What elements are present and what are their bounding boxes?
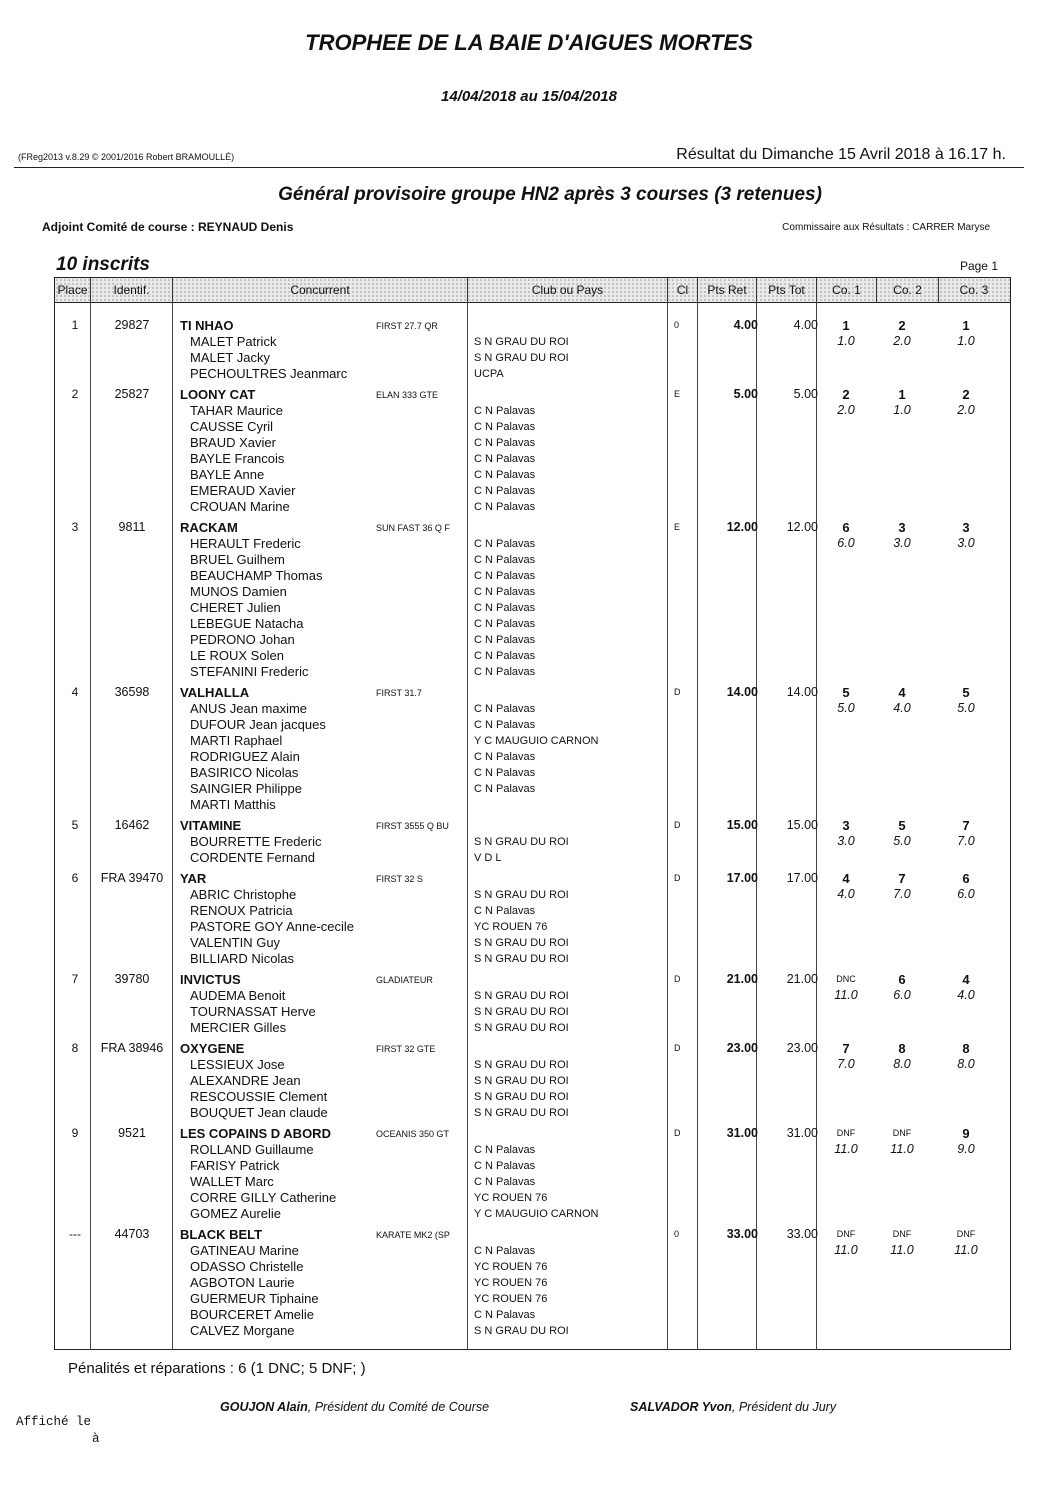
president-name: GOUJON Alain	[220, 1400, 308, 1414]
col-divider	[667, 301, 668, 1350]
crew-club: YC ROUEN 76	[474, 1261, 548, 1273]
crew-member-name: MUNOS Damien	[190, 584, 287, 599]
race-score-cell: 6.0	[957, 887, 975, 901]
race-score-cell: 11.0	[834, 1243, 858, 1257]
crew-club: S N GRAU DU ROI	[474, 953, 569, 965]
crew-member-name: PEDRONO Johan	[190, 632, 295, 647]
race-place-cell: 6	[898, 972, 906, 987]
crew-member-name: ANUS Jean maxime	[190, 701, 308, 716]
adjoint-comite: Adjoint Comité de course : REYNAUD Denis	[42, 220, 294, 234]
crew-member-name: BRAUD Xavier	[190, 435, 276, 450]
place-cell: ---	[69, 1227, 81, 1241]
col-header-pts-ret: Pts Ret	[698, 278, 757, 302]
col-header-co1: Co. 1	[817, 278, 877, 302]
race-score-cell: 9.0	[957, 1142, 975, 1156]
place-cell: 1	[71, 318, 79, 332]
boat-model: FIRST 27.7 QR	[376, 321, 438, 331]
boat-model: SUN FAST 36 Q F	[376, 523, 450, 533]
crew-member-name: DUFOUR Jean jacques	[190, 717, 326, 732]
points-retained-cell: 15.00	[726, 818, 758, 832]
points-retained-cell: 5.00	[733, 387, 758, 401]
crew-club: C N Palavas	[474, 586, 536, 598]
race-committee-president	[220, 1400, 489, 1414]
crew-club: YC ROUEN 76	[474, 1277, 548, 1289]
col-header-pts-tot: Pts Tot	[757, 278, 817, 302]
race-place-cell: 4	[898, 685, 906, 700]
crew-club: C N Palavas	[474, 453, 536, 465]
class-cell: D	[674, 873, 681, 883]
points-retained-cell: 21.00	[726, 972, 758, 986]
crew-member-name: AUDEMA Benoit	[190, 988, 286, 1003]
crew-member-name: LE ROUX Solen	[190, 648, 284, 663]
crew-member-name: MARTI Matthis	[190, 797, 276, 812]
crew-club: C N Palavas	[474, 405, 536, 417]
boat-name: OXYGENE	[180, 1041, 245, 1056]
race-score-cell: 1.0	[893, 403, 911, 417]
race-score-cell: 2.0	[957, 403, 975, 417]
crew-club: C N Palavas	[474, 666, 536, 678]
crew-club: C N Palavas	[474, 501, 536, 513]
crew-club: S N GRAU DU ROI	[474, 336, 569, 348]
crew-member-name: LEBEGUE Natacha	[190, 616, 304, 631]
col-divider	[697, 301, 698, 1350]
race-place-cell: 8	[898, 1041, 906, 1056]
points-retained-cell: 4.00	[733, 318, 758, 332]
crew-member-name: GATINEAU Marine	[190, 1243, 299, 1258]
crew-club: C N Palavas	[474, 767, 536, 779]
place-cell: 8	[71, 1041, 79, 1055]
race-score-cell: 11.0	[954, 1243, 978, 1257]
points-retained-cell: 14.00	[726, 685, 758, 699]
race-place-cell: 1	[842, 318, 850, 333]
race-score-cell: 7.0	[893, 887, 911, 901]
crew-club: S N GRAU DU ROI	[474, 352, 569, 364]
race-place-cell: 6	[962, 871, 970, 886]
crew-club: YC ROUEN 76	[474, 921, 548, 933]
crew-member-name: EMERAUD Xavier	[190, 483, 296, 498]
race-place-cell: 1	[898, 387, 906, 402]
col-header-cl: Cl	[668, 278, 698, 302]
class-cell: E	[674, 522, 681, 532]
crew-club: S N GRAU DU ROI	[474, 1107, 569, 1119]
boat-model: ELAN 333 GTE	[376, 390, 439, 400]
posted-at-label: à	[92, 1432, 100, 1446]
boat-model: OCEANIS 350 GT	[376, 1129, 450, 1139]
points-total-cell: 31.00	[786, 1126, 818, 1140]
inscrits-count: 10 inscrits	[56, 254, 150, 275]
crew-club: S N GRAU DU ROI	[474, 1091, 569, 1103]
crew-club: C N Palavas	[474, 783, 536, 795]
crew-member-name: GUERMEUR Tiphaine	[190, 1291, 319, 1306]
jury-role: , Président du Jury	[731, 1400, 837, 1414]
crew-club: C N Palavas	[474, 1309, 536, 1321]
race-score-cell: 11.0	[834, 988, 858, 1002]
crew-club: C N Palavas	[474, 751, 536, 763]
crew-club: C N Palavas	[474, 437, 536, 449]
col-header-club: Club ou Pays	[468, 278, 668, 302]
race-score-cell: 5.0	[957, 701, 975, 715]
race-score-cell: 1.0	[957, 334, 975, 348]
crew-club: C N Palavas	[474, 650, 536, 662]
points-total-cell: 14.00	[786, 685, 818, 699]
race-score-cell: 8.0	[957, 1057, 975, 1071]
crew-member-name: AGBOTON Laurie	[190, 1275, 295, 1290]
crew-member-name: MALET Patrick	[190, 334, 277, 349]
race-score-cell: 5.0	[893, 834, 911, 848]
crew-member-name: BILLIARD Nicolas	[190, 951, 295, 966]
boat-model: FIRST 32 S	[376, 874, 423, 884]
result-timestamp: Résultat du Dimanche 15 Avril 2018 à 16.17 h.	[676, 146, 1006, 163]
points-total-cell: 21.00	[786, 972, 818, 986]
crew-member-name: BEAUCHAMP Thomas	[190, 568, 323, 583]
crew-club: C N Palavas	[474, 421, 536, 433]
class-cell: D	[674, 687, 681, 697]
race-place-cell: 2	[898, 318, 906, 333]
race-score-cell: 5.0	[837, 701, 855, 715]
col-header-concurrent: Concurrent	[173, 278, 468, 302]
points-retained-cell: 12.00	[726, 520, 758, 534]
place-cell: 4	[71, 685, 79, 699]
crew-club: Y C MAUGUIO CARNON	[474, 1208, 599, 1220]
crew-member-name: BAYLE Francois	[190, 451, 285, 466]
penalties-summary: Pénalités et réparations : 6 (1 DNC; 5 DNF; )	[68, 1360, 366, 1377]
race-score-cell: 1.0	[837, 334, 855, 348]
crew-member-name: MERCIER Gilles	[190, 1020, 287, 1035]
crew-member-name: ALEXANDRE Jean	[190, 1073, 301, 1088]
jury-name: SALVADOR Yvon	[630, 1400, 732, 1414]
points-total-cell: 17.00	[786, 871, 818, 885]
crew-club: S N GRAU DU ROI	[474, 1075, 569, 1087]
crew-member-name: STEFANINI Frederic	[190, 664, 309, 679]
col-header-co2: Co. 2	[877, 278, 939, 302]
event-dates: 14/04/2018 au 15/04/2018	[441, 88, 617, 105]
points-total-cell: 5.00	[793, 387, 818, 401]
crew-member-name: BOUQUET Jean claude	[190, 1105, 328, 1120]
race-score-cell: 7.0	[957, 834, 975, 848]
race-place-cell: DNF	[956, 1229, 976, 1239]
race-place-cell: DNF	[836, 1229, 856, 1239]
sail-number-cell: 36598	[114, 685, 150, 699]
crew-club: C N Palavas	[474, 1144, 536, 1156]
crew-member-name: ROLLAND Guillaume	[190, 1142, 314, 1157]
points-total-cell: 12.00	[786, 520, 818, 534]
sail-number-cell: 25827	[114, 387, 150, 401]
boat-model: GLADIATEUR	[376, 975, 433, 985]
crew-member-name: PECHOULTRES Jeanmarc	[190, 366, 348, 381]
race-place-cell: 5	[842, 685, 850, 700]
crew-club: S N GRAU DU ROI	[474, 836, 569, 848]
crew-club: C N Palavas	[474, 570, 536, 582]
boat-name: INVICTUS	[180, 972, 241, 987]
boat-name: LOONY CAT	[180, 387, 256, 402]
page-number: Page 1	[959, 259, 998, 273]
sail-number-cell: 39780	[114, 972, 150, 986]
crew-member-name: SAINGIER Philippe	[190, 781, 302, 796]
jury-president	[630, 1400, 836, 1414]
software-credit: (FReg2013 v.8.29 © 2001/2016 Robert BRAMOULLÉ)	[18, 152, 235, 162]
class-cell: D	[674, 1128, 681, 1138]
race-place-cell: 4	[842, 871, 850, 886]
crew-member-name: BOURRETTE Frederic	[190, 834, 322, 849]
race-score-cell: 3.0	[837, 834, 855, 848]
sail-number-cell: 16462	[114, 818, 150, 832]
col-header-place: Place	[55, 278, 91, 302]
crew-member-name: WALLET Marc	[190, 1174, 274, 1189]
race-place-cell: 3	[962, 520, 970, 535]
race-place-cell: 1	[962, 318, 970, 333]
points-total-cell: 23.00	[786, 1041, 818, 1055]
crew-club: S N GRAU DU ROI	[474, 1022, 569, 1034]
crew-member-name: RESCOUSSIE Clement	[190, 1089, 328, 1104]
crew-member-name: RODRIGUEZ Alain	[190, 749, 300, 764]
crew-member-name: RENOUX Patricia	[190, 903, 293, 918]
crew-member-name: TAHAR Maurice	[190, 403, 283, 418]
race-place-cell: 5	[898, 818, 906, 833]
race-score-cell: 11.0	[890, 1243, 914, 1257]
col-divider	[467, 301, 468, 1350]
race-score-cell: 2.0	[837, 403, 855, 417]
class-cell: D	[674, 974, 681, 984]
boat-name: YAR	[180, 871, 207, 886]
place-cell: 5	[71, 818, 79, 832]
crew-club: C N Palavas	[474, 618, 536, 630]
place-cell: 7	[71, 972, 79, 986]
boat-name: VITAMINE	[180, 818, 242, 833]
points-retained-cell: 17.00	[726, 871, 758, 885]
race-place-cell: 2	[842, 387, 850, 402]
crew-member-name: LESSIEUX Jose	[190, 1057, 285, 1072]
sail-number-cell: FRA 39470	[100, 871, 164, 885]
race-place-cell: 2	[962, 387, 970, 402]
boat-name: TI NHAO	[180, 318, 234, 333]
crew-club: S N GRAU DU ROI	[474, 990, 569, 1002]
crew-member-name: MALET Jacky	[190, 350, 270, 365]
points-total-cell: 4.00	[793, 318, 818, 332]
crew-club: UCPA	[474, 368, 504, 380]
crew-member-name: GOMEZ Aurelie	[190, 1206, 282, 1221]
sail-number-cell: 9521	[118, 1126, 146, 1140]
crew-club: Y C MAUGUIO CARNON	[474, 735, 599, 747]
crew-club: C N Palavas	[474, 1160, 536, 1172]
place-cell: 9	[71, 1126, 79, 1140]
race-score-cell: 7.0	[837, 1057, 855, 1071]
crew-club: S N GRAU DU ROI	[474, 1006, 569, 1018]
race-score-cell: 11.0	[890, 1142, 914, 1156]
crew-member-name: PASTORE GOY Anne-cecile	[190, 919, 355, 934]
crew-club: C N Palavas	[474, 469, 536, 481]
points-total-cell: 15.00	[786, 818, 818, 832]
race-place-cell: 5	[962, 685, 970, 700]
crew-club: C N Palavas	[474, 703, 536, 715]
crew-member-name: CORDENTE Fernand	[190, 850, 315, 865]
boat-model: FIRST 32 GTE	[376, 1044, 436, 1054]
race-score-cell: 4.0	[957, 988, 975, 1002]
crew-member-name: BAYLE Anne	[190, 467, 265, 482]
crew-club: C N Palavas	[474, 1245, 536, 1257]
race-score-cell: 8.0	[893, 1057, 911, 1071]
boat-name: LES COPAINS D ABORD	[180, 1126, 331, 1141]
points-retained-cell: 31.00	[726, 1126, 758, 1140]
president-role: , Président du Comité de Course	[307, 1400, 490, 1414]
race-score-cell: 6.0	[893, 988, 911, 1002]
boat-name: RACKAM	[180, 520, 238, 535]
crew-member-name: TOURNASSAT Herve	[190, 1004, 316, 1019]
crew-member-name: ODASSO Christelle	[190, 1259, 304, 1274]
crew-club: C N Palavas	[474, 1176, 536, 1188]
sail-number-cell: 29827	[114, 318, 150, 332]
crew-member-name: HERAULT Frederic	[190, 536, 301, 551]
class-cell: D	[674, 820, 681, 830]
boat-name: BLACK BELT	[180, 1227, 263, 1242]
race-place-cell: 3	[842, 818, 850, 833]
race-place-cell: 7	[962, 818, 970, 833]
sail-number-cell: 44703	[114, 1227, 150, 1241]
crew-member-name: MARTI Raphael	[190, 733, 283, 748]
race-place-cell: DNC	[836, 974, 856, 984]
crew-club: S N GRAU DU ROI	[474, 937, 569, 949]
boat-model: FIRST 31.7	[376, 688, 422, 698]
race-score-cell: 3.0	[893, 536, 911, 550]
race-place-cell: 3	[898, 520, 906, 535]
crew-club: C N Palavas	[474, 719, 536, 731]
crew-club: S N GRAU DU ROI	[474, 1059, 569, 1071]
ranking-subtitle: Général provisoire groupe HN2 après 3 courses (3 retenues)	[278, 184, 822, 205]
crew-club: YC ROUEN 76	[474, 1293, 548, 1305]
crew-member-name: FARISY Patrick	[190, 1158, 280, 1173]
race-score-cell: 6.0	[837, 536, 855, 550]
points-retained-cell: 23.00	[726, 1041, 758, 1055]
crew-club: C N Palavas	[474, 905, 536, 917]
sail-number-cell: FRA 38946	[100, 1041, 164, 1055]
crew-club: C N Palavas	[474, 554, 536, 566]
race-place-cell: DNF	[892, 1229, 912, 1239]
crew-club: C N Palavas	[474, 634, 536, 646]
race-place-cell: 8	[962, 1041, 970, 1056]
boat-name: VALHALLA	[180, 685, 250, 700]
place-cell: 6	[71, 871, 79, 885]
race-score-cell: 4.0	[893, 701, 911, 715]
crew-club: C N Palavas	[474, 538, 536, 550]
crew-club: V D L	[474, 852, 502, 864]
class-cell: D	[674, 1043, 681, 1053]
race-place-cell: 4	[962, 972, 970, 987]
class-cell: 0	[674, 1229, 680, 1239]
race-place-cell: 7	[842, 1041, 850, 1056]
race-score-cell: 11.0	[834, 1142, 858, 1156]
boat-model: KARATE MK2 (SP	[376, 1230, 450, 1240]
crew-club: C N Palavas	[474, 602, 536, 614]
race-place-cell: DNF	[836, 1128, 856, 1138]
race-place-cell: 7	[898, 871, 906, 886]
crew-club: S N GRAU DU ROI	[474, 1325, 569, 1337]
class-cell: E	[674, 389, 681, 399]
crew-member-name: BASIRICO Nicolas	[190, 765, 299, 780]
race-place-cell: DNF	[892, 1128, 912, 1138]
crew-club: YC ROUEN 76	[474, 1192, 548, 1204]
place-cell: 3	[71, 520, 79, 534]
race-score-cell: 2.0	[893, 334, 911, 348]
document-title: TROPHEE DE LA BAIE D'AIGUES MORTES	[305, 30, 753, 55]
boat-model: FIRST 3555 Q BU	[376, 821, 449, 831]
results-table-header	[54, 277, 1011, 303]
crew-member-name: BRUEL Guilhem	[190, 552, 285, 567]
header-rule	[14, 167, 1024, 168]
race-place-cell: 9	[962, 1126, 970, 1141]
points-retained-cell: 33.00	[726, 1227, 758, 1241]
crew-member-name: BOURCERET Amelie	[190, 1307, 315, 1322]
col-divider	[172, 301, 173, 1350]
crew-member-name: CHERET Julien	[190, 600, 281, 615]
race-score-cell: 4.0	[837, 887, 855, 901]
place-cell: 2	[71, 387, 79, 401]
crew-member-name: CROUAN Marine	[190, 499, 290, 514]
col-header-co3: Co. 3	[959, 283, 989, 297]
crew-member-name: ABRIC Christophe	[190, 887, 297, 902]
commissaire-resultats: Commissaire aux Résultats : CARRER Maryse	[782, 222, 990, 233]
class-cell: 0	[674, 320, 680, 330]
crew-club: C N Palavas	[474, 485, 536, 497]
sail-number-cell: 9811	[118, 520, 146, 534]
crew-club: S N GRAU DU ROI	[474, 889, 569, 901]
crew-member-name: CALVEZ Morgane	[190, 1323, 295, 1338]
crew-member-name: CAUSSE Cyril	[190, 419, 274, 434]
race-place-cell: 6	[842, 520, 850, 535]
crew-member-name: CORRE GILLY Catherine	[190, 1190, 337, 1205]
race-score-cell: 3.0	[957, 536, 975, 550]
crew-member-name: VALENTIN Guy	[190, 935, 281, 950]
col-header-identif: Identif.	[91, 278, 173, 302]
posted-label: Affiché le	[16, 1415, 92, 1429]
points-total-cell: 33.00	[786, 1227, 818, 1241]
